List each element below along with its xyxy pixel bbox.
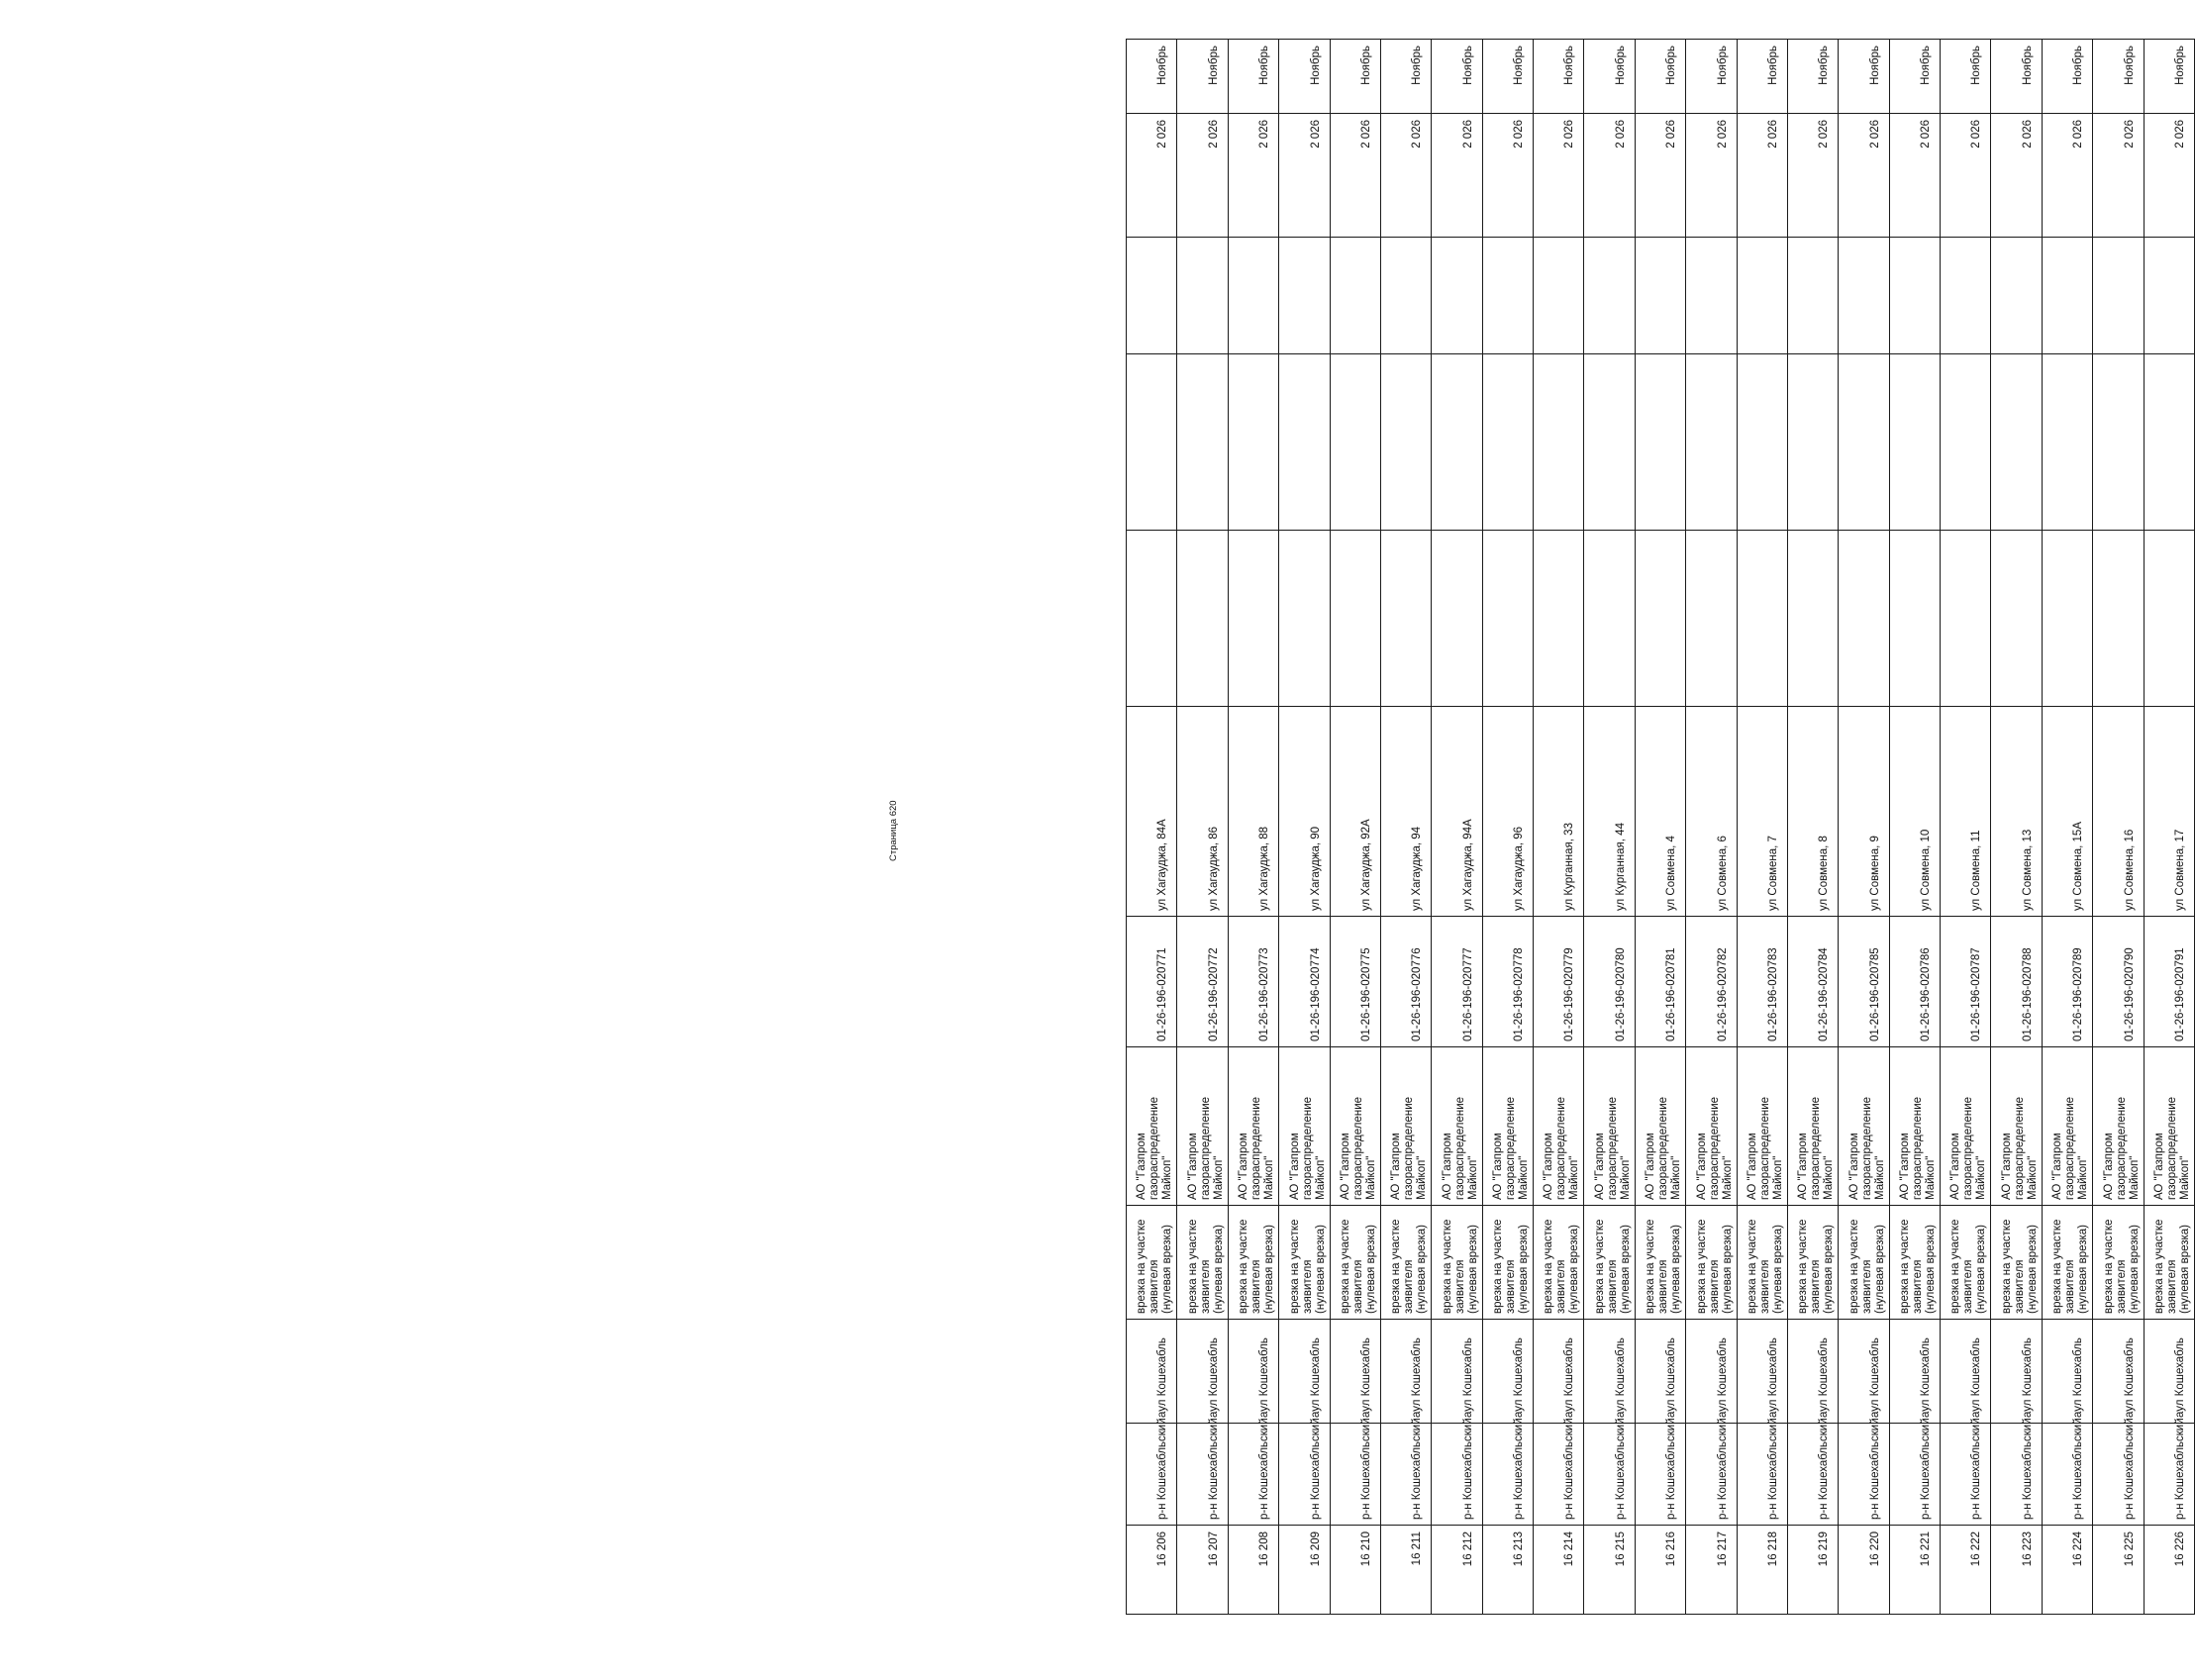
empty-cell bbox=[1941, 354, 1991, 531]
district-cell: р-н Кошехабльский bbox=[2042, 1424, 2092, 1526]
year-cell: 2 026 bbox=[1432, 114, 1482, 238]
object-code-cell: 01-26-196-020773 bbox=[1228, 917, 1278, 1047]
month-cell: Ноябрь bbox=[1380, 40, 1431, 114]
month-cell: Ноябрь bbox=[1737, 40, 1787, 114]
district-cell: р-н Кошехабльский bbox=[2093, 1424, 2144, 1526]
empty-cell bbox=[1380, 238, 1431, 354]
settlement-cell: аул Кошехабль bbox=[1991, 1320, 2042, 1424]
object-code-cell: 01-26-196-020786 bbox=[1889, 917, 1940, 1047]
year-cell: 2 026 bbox=[1177, 114, 1228, 238]
address-cell: ул Совмена, 17 bbox=[2144, 707, 2194, 917]
district-cell: р-н Кошехабльский bbox=[1482, 1424, 1533, 1526]
organization-cell: АО "Газпром газораспределение Майкоп" bbox=[1787, 1047, 1838, 1206]
settlement-cell: аул Кошехабль bbox=[1482, 1320, 1533, 1424]
table-row bbox=[1330, 40, 1380, 1615]
settlement-cell: аул Кошехабль bbox=[1279, 1320, 1330, 1424]
district-cell: р-н Кошехабльский bbox=[1787, 1424, 1838, 1526]
address-cell: ул Хагауджа, 94А bbox=[1432, 707, 1482, 917]
empty-cell bbox=[2093, 238, 2144, 354]
district-cell: р-н Кошехабльский bbox=[1534, 1424, 1584, 1526]
empty-cell bbox=[1686, 531, 1737, 707]
district-cell: р-н Кошехабльский bbox=[1127, 1424, 1177, 1526]
connection-type-cell: врезка на участке заявителя (нулевая врезка) bbox=[1635, 1206, 1685, 1320]
table-row bbox=[1889, 40, 1940, 1615]
settlement-cell: аул Кошехабль bbox=[1635, 1320, 1685, 1424]
year-cell: 2 026 bbox=[2093, 114, 2144, 238]
year-cell: 2 026 bbox=[2144, 114, 2194, 238]
organization-cell: АО "Газпром газораспределение Майкоп" bbox=[1127, 1047, 1177, 1206]
empty-cell bbox=[1482, 238, 1533, 354]
table-row bbox=[1127, 40, 1177, 1615]
month-cell: Ноябрь bbox=[1686, 40, 1737, 114]
organization-cell: АО "Газпром газораспределение Майкоп" bbox=[1380, 1047, 1431, 1206]
month-cell: Ноябрь bbox=[1279, 40, 1330, 114]
district-cell: р-н Кошехабльский bbox=[1737, 1424, 1787, 1526]
table-row bbox=[1380, 40, 1431, 1615]
settlement-cell: аул Кошехабль bbox=[1839, 1320, 1889, 1424]
year-cell: 2 026 bbox=[1787, 114, 1838, 238]
organization-cell: АО "Газпром газораспределение Майкоп" bbox=[2093, 1047, 2144, 1206]
settlement-cell: аул Кошехабль bbox=[1941, 1320, 1991, 1424]
row-number-cell: 16 210 bbox=[1330, 1526, 1380, 1615]
empty-cell bbox=[1228, 354, 1278, 531]
empty-cell bbox=[1839, 531, 1889, 707]
empty-cell bbox=[2093, 531, 2144, 707]
year-cell: 2 026 bbox=[1941, 114, 1991, 238]
object-code-cell: 01-26-196-020781 bbox=[1635, 917, 1685, 1047]
row-number-cell: 16 223 bbox=[1991, 1526, 2042, 1615]
organization-cell: АО "Газпром газораспределение Майкоп" bbox=[1534, 1047, 1584, 1206]
object-code-cell: 01-26-196-020771 bbox=[1127, 917, 1177, 1047]
district-cell: р-н Кошехабльский bbox=[1228, 1424, 1278, 1526]
empty-cell bbox=[1482, 531, 1533, 707]
address-cell: ул Курганная, 33 bbox=[1534, 707, 1584, 917]
organization-cell: АО "Газпром газораспределение Майкоп" bbox=[1889, 1047, 1940, 1206]
address-cell: ул Совмена, 16 bbox=[2093, 707, 2144, 917]
year-cell: 2 026 bbox=[1380, 114, 1431, 238]
empty-cell bbox=[1584, 354, 1635, 531]
empty-cell bbox=[1686, 238, 1737, 354]
month-cell: Ноябрь bbox=[1534, 40, 1584, 114]
table-row bbox=[1432, 40, 1482, 1615]
connection-type-cell: врезка на участке заявителя (нулевая врезка) bbox=[1839, 1206, 1889, 1320]
data-table bbox=[1126, 39, 2195, 1615]
organization-cell: АО "Газпром газораспределение Майкоп" bbox=[2042, 1047, 2092, 1206]
organization-cell: АО "Газпром газораспределение Майкоп" bbox=[1432, 1047, 1482, 1206]
empty-cell bbox=[1534, 531, 1584, 707]
settlement-cell: аул Кошехабль bbox=[1380, 1320, 1431, 1424]
empty-cell bbox=[2144, 238, 2194, 354]
empty-cell bbox=[1737, 238, 1787, 354]
settlement-cell: аул Кошехабль bbox=[1330, 1320, 1380, 1424]
connection-type-cell: врезка на участке заявителя (нулевая врезка) bbox=[1787, 1206, 1838, 1320]
year-cell: 2 026 bbox=[1482, 114, 1533, 238]
empty-cell bbox=[1177, 531, 1228, 707]
organization-cell: АО "Газпром газораспределение Майкоп" bbox=[1584, 1047, 1635, 1206]
empty-cell bbox=[1635, 531, 1685, 707]
empty-cell bbox=[1991, 354, 2042, 531]
empty-cell bbox=[1737, 354, 1787, 531]
row-number-cell: 16 226 bbox=[2144, 1526, 2194, 1615]
district-cell: р-н Кошехабльский bbox=[1686, 1424, 1737, 1526]
row-number-cell: 16 218 bbox=[1737, 1526, 1787, 1615]
address-cell: ул Совмена, 6 bbox=[1686, 707, 1737, 917]
settlement-cell: аул Кошехабль bbox=[1127, 1320, 1177, 1424]
district-cell: р-н Кошехабльский bbox=[1380, 1424, 1431, 1526]
empty-cell bbox=[1177, 354, 1228, 531]
settlement-cell: аул Кошехабль bbox=[1737, 1320, 1787, 1424]
settlement-cell: аул Кошехабль bbox=[2093, 1320, 2144, 1424]
object-code-cell: 01-26-196-020785 bbox=[1839, 917, 1889, 1047]
year-cell: 2 026 bbox=[1991, 114, 2042, 238]
row-number-cell: 16 213 bbox=[1482, 1526, 1533, 1615]
empty-cell bbox=[1432, 238, 1482, 354]
empty-cell bbox=[1432, 354, 1482, 531]
table-row bbox=[1686, 40, 1737, 1615]
settlement-cell: аул Кошехабль bbox=[2144, 1320, 2194, 1424]
empty-cell bbox=[1787, 238, 1838, 354]
object-code-cell: 01-26-196-020788 bbox=[1991, 917, 2042, 1047]
empty-cell bbox=[1941, 531, 1991, 707]
settlement-cell: аул Кошехабль bbox=[1228, 1320, 1278, 1424]
month-cell: Ноябрь bbox=[1991, 40, 2042, 114]
connection-type-cell: врезка на участке заявителя (нулевая врезка) bbox=[1737, 1206, 1787, 1320]
empty-cell bbox=[1228, 238, 1278, 354]
empty-cell bbox=[2042, 531, 2092, 707]
empty-cell bbox=[1380, 354, 1431, 531]
table-row bbox=[1787, 40, 1838, 1615]
address-cell: ул Совмена, 4 bbox=[1635, 707, 1685, 917]
empty-cell bbox=[1839, 238, 1889, 354]
empty-cell bbox=[1584, 531, 1635, 707]
table-row bbox=[1941, 40, 1991, 1615]
table-row bbox=[2093, 40, 2144, 1615]
table-row bbox=[1279, 40, 1330, 1615]
object-code-cell: 01-26-196-020787 bbox=[1941, 917, 1991, 1047]
settlement-cell: аул Кошехабль bbox=[1432, 1320, 1482, 1424]
month-cell: Ноябрь bbox=[1941, 40, 1991, 114]
empty-cell bbox=[1635, 238, 1685, 354]
row-number-cell: 16 216 bbox=[1635, 1526, 1685, 1615]
connection-type-cell: врезка на участке заявителя (нулевая врезка) bbox=[1177, 1206, 1228, 1320]
empty-cell bbox=[1889, 531, 1940, 707]
empty-cell bbox=[1941, 238, 1991, 354]
empty-cell bbox=[1991, 531, 2042, 707]
month-cell: Ноябрь bbox=[1482, 40, 1533, 114]
organization-cell: АО "Газпром газораспределение Майкоп" bbox=[1177, 1047, 1228, 1206]
address-cell: ул Совмена, 7 bbox=[1737, 707, 1787, 917]
page-number-footer: Страница 620 bbox=[888, 800, 899, 861]
month-cell: Ноябрь bbox=[1127, 40, 1177, 114]
empty-cell bbox=[2042, 354, 2092, 531]
empty-cell bbox=[1839, 354, 1889, 531]
object-code-cell: 01-26-196-020778 bbox=[1482, 917, 1533, 1047]
district-cell: р-н Кошехабльский bbox=[1432, 1424, 1482, 1526]
row-number-cell: 16 208 bbox=[1228, 1526, 1278, 1615]
connection-type-cell: врезка на участке заявителя (нулевая врезка) bbox=[1584, 1206, 1635, 1320]
object-code-cell: 01-26-196-020780 bbox=[1584, 917, 1635, 1047]
table-row bbox=[1635, 40, 1685, 1615]
empty-cell bbox=[1635, 354, 1685, 531]
table-row bbox=[1534, 40, 1584, 1615]
row-number-cell: 16 212 bbox=[1432, 1526, 1482, 1615]
year-cell: 2 026 bbox=[1127, 114, 1177, 238]
month-cell: Ноябрь bbox=[1787, 40, 1838, 114]
year-cell: 2 026 bbox=[1279, 114, 1330, 238]
district-cell: р-н Кошехабльский bbox=[1177, 1424, 1228, 1526]
connection-type-cell: врезка на участке заявителя (нулевая врезка) bbox=[2093, 1206, 2144, 1320]
connection-type-cell: врезка на участке заявителя (нулевая врезка) bbox=[1432, 1206, 1482, 1320]
address-cell: ул Совмена, 9 bbox=[1839, 707, 1889, 917]
district-cell: р-н Кошехабльский bbox=[1889, 1424, 1940, 1526]
organization-cell: АО "Газпром газораспределение Майкоп" bbox=[1686, 1047, 1737, 1206]
row-number-cell: 16 214 bbox=[1534, 1526, 1584, 1615]
month-cell: Ноябрь bbox=[1889, 40, 1940, 114]
organization-cell: АО "Газпром газораспределение Майкоп" bbox=[1279, 1047, 1330, 1206]
table-row bbox=[1177, 40, 1228, 1615]
address-cell: ул Курганная, 44 bbox=[1584, 707, 1635, 917]
empty-cell bbox=[1177, 238, 1228, 354]
empty-cell bbox=[1534, 238, 1584, 354]
district-cell: р-н Кошехабльский bbox=[1584, 1424, 1635, 1526]
address-cell: ул Хагауджа, 96 bbox=[1482, 707, 1533, 917]
district-cell: р-н Кошехабльский bbox=[1991, 1424, 2042, 1526]
district-cell: р-н Кошехабльский bbox=[2144, 1424, 2194, 1526]
year-cell: 2 026 bbox=[1330, 114, 1380, 238]
district-cell: р-н Кошехабльский bbox=[1330, 1424, 1380, 1526]
empty-cell bbox=[1991, 238, 2042, 354]
empty-cell bbox=[1686, 354, 1737, 531]
empty-cell bbox=[1330, 354, 1380, 531]
object-code-cell: 01-26-196-020777 bbox=[1432, 917, 1482, 1047]
organization-cell: АО "Газпром газораспределение Майкоп" bbox=[1228, 1047, 1278, 1206]
table-row bbox=[2144, 40, 2194, 1615]
year-cell: 2 026 bbox=[1839, 114, 1889, 238]
organization-cell: АО "Газпром газораспределение Майкоп" bbox=[1737, 1047, 1787, 1206]
row-number-cell: 16 217 bbox=[1686, 1526, 1737, 1615]
settlement-cell: аул Кошехабль bbox=[1686, 1320, 1737, 1424]
empty-cell bbox=[2144, 531, 2194, 707]
row-number-cell: 16 211 bbox=[1380, 1526, 1431, 1615]
row-number-cell: 16 224 bbox=[2042, 1526, 2092, 1615]
address-cell: ул Совмена, 10 bbox=[1889, 707, 1940, 917]
address-cell: ул Совмена, 13 bbox=[1991, 707, 2042, 917]
object-code-cell: 01-26-196-020775 bbox=[1330, 917, 1380, 1047]
year-cell: 2 026 bbox=[1635, 114, 1685, 238]
district-cell: р-н Кошехабльский bbox=[1279, 1424, 1330, 1526]
object-code-cell: 01-26-196-020774 bbox=[1279, 917, 1330, 1047]
organization-cell: АО "Газпром газораспределение Майкоп" bbox=[1941, 1047, 1991, 1206]
address-cell: ул Хагауджа, 94 bbox=[1380, 707, 1431, 917]
year-cell: 2 026 bbox=[2042, 114, 2092, 238]
settlement-cell: аул Кошехабль bbox=[1534, 1320, 1584, 1424]
organization-cell: АО "Газпром газораспределение Майкоп" bbox=[1839, 1047, 1889, 1206]
month-cell: Ноябрь bbox=[1635, 40, 1685, 114]
year-cell: 2 026 bbox=[1228, 114, 1278, 238]
settlement-cell: аул Кошехабль bbox=[1787, 1320, 1838, 1424]
empty-cell bbox=[1482, 354, 1533, 531]
connection-type-cell: врезка на участке заявителя (нулевая врезка) bbox=[2144, 1206, 2194, 1320]
month-cell: Ноябрь bbox=[1228, 40, 1278, 114]
object-code-cell: 01-26-196-020783 bbox=[1737, 917, 1787, 1047]
empty-cell bbox=[2093, 354, 2144, 531]
connection-type-cell: врезка на участке заявителя (нулевая врезка) bbox=[1991, 1206, 2042, 1320]
empty-cell bbox=[1584, 238, 1635, 354]
table-row bbox=[1839, 40, 1889, 1615]
address-cell: ул Хагауджа, 88 bbox=[1228, 707, 1278, 917]
connection-type-cell: врезка на участке заявителя (нулевая врезка) bbox=[1941, 1206, 1991, 1320]
empty-cell bbox=[1787, 531, 1838, 707]
object-code-cell: 01-26-196-020779 bbox=[1534, 917, 1584, 1047]
settlement-cell: аул Кошехабль bbox=[1889, 1320, 1940, 1424]
address-cell: ул Хагауджа, 86 bbox=[1177, 707, 1228, 917]
empty-cell bbox=[1737, 531, 1787, 707]
connection-type-cell: врезка на участке заявителя (нулевая врезка) bbox=[1482, 1206, 1533, 1320]
empty-cell bbox=[1127, 531, 1177, 707]
month-cell: Ноябрь bbox=[2093, 40, 2144, 114]
row-number-cell: 16 225 bbox=[2093, 1526, 2144, 1615]
row-number-cell: 16 209 bbox=[1279, 1526, 1330, 1615]
empty-cell bbox=[1889, 238, 1940, 354]
connection-type-cell: врезка на участке заявителя (нулевая врезка) bbox=[1380, 1206, 1431, 1320]
empty-cell bbox=[1127, 238, 1177, 354]
year-cell: 2 026 bbox=[1534, 114, 1584, 238]
district-cell: р-н Кошехабльский bbox=[1635, 1424, 1685, 1526]
month-cell: Ноябрь bbox=[1330, 40, 1380, 114]
rotated-document-page bbox=[1126, 40, 2194, 1615]
organization-cell: АО "Газпром газораспределение Майкоп" bbox=[1635, 1047, 1685, 1206]
address-cell: ул Совмена, 11 bbox=[1941, 707, 1991, 917]
organization-cell: АО "Газпром газораспределение Майкоп" bbox=[2144, 1047, 2194, 1206]
month-cell: Ноябрь bbox=[1432, 40, 1482, 114]
year-cell: 2 026 bbox=[1889, 114, 1940, 238]
row-number-cell: 16 220 bbox=[1839, 1526, 1889, 1615]
table-row bbox=[1482, 40, 1533, 1615]
year-cell: 2 026 bbox=[1584, 114, 1635, 238]
settlement-cell: аул Кошехабль bbox=[1584, 1320, 1635, 1424]
empty-cell bbox=[1432, 531, 1482, 707]
address-cell: ул Совмена, 15А bbox=[2042, 707, 2092, 917]
address-cell: ул Хагауджа, 84А bbox=[1127, 707, 1177, 917]
empty-cell bbox=[1279, 531, 1330, 707]
table-row bbox=[1991, 40, 2042, 1615]
empty-cell bbox=[1330, 238, 1380, 354]
empty-cell bbox=[1380, 531, 1431, 707]
object-code-cell: 01-26-196-020776 bbox=[1380, 917, 1431, 1047]
object-code-cell: 01-26-196-020790 bbox=[2093, 917, 2144, 1047]
table-body bbox=[1127, 40, 2195, 1615]
address-cell: ул Хагауджа, 90 bbox=[1279, 707, 1330, 917]
empty-cell bbox=[1787, 354, 1838, 531]
settlement-cell: аул Кошехабль bbox=[2042, 1320, 2092, 1424]
empty-cell bbox=[1127, 354, 1177, 531]
connection-type-cell: врезка на участке заявителя (нулевая врезка) bbox=[1686, 1206, 1737, 1320]
connection-type-cell: врезка на участке заявителя (нулевая врезка) bbox=[1279, 1206, 1330, 1320]
object-code-cell: 01-26-196-020782 bbox=[1686, 917, 1737, 1047]
empty-cell bbox=[1228, 531, 1278, 707]
month-cell: Ноябрь bbox=[2144, 40, 2194, 114]
row-number-cell: 16 222 bbox=[1941, 1526, 1991, 1615]
month-cell: Ноябрь bbox=[1177, 40, 1228, 114]
year-cell: 2 026 bbox=[1737, 114, 1787, 238]
month-cell: Ноябрь bbox=[1839, 40, 1889, 114]
empty-cell bbox=[1279, 354, 1330, 531]
address-cell: ул Совмена, 8 bbox=[1787, 707, 1838, 917]
object-code-cell: 01-26-196-020784 bbox=[1787, 917, 1838, 1047]
table-row bbox=[1228, 40, 1278, 1615]
organization-cell: АО "Газпром газораспределение Майкоп" bbox=[1991, 1047, 2042, 1206]
empty-cell bbox=[2144, 354, 2194, 531]
connection-type-cell: врезка на участке заявителя (нулевая врезка) bbox=[1127, 1206, 1177, 1320]
object-code-cell: 01-26-196-020789 bbox=[2042, 917, 2092, 1047]
table-row bbox=[1584, 40, 1635, 1615]
row-number-cell: 16 219 bbox=[1787, 1526, 1838, 1615]
empty-cell bbox=[1330, 531, 1380, 707]
organization-cell: АО "Газпром газораспределение Майкоп" bbox=[1482, 1047, 1533, 1206]
district-cell: р-н Кошехабльский bbox=[1839, 1424, 1889, 1526]
connection-type-cell: врезка на участке заявителя (нулевая врезка) bbox=[1228, 1206, 1278, 1320]
empty-cell bbox=[1534, 354, 1584, 531]
organization-cell: АО "Газпром газораспределение Майкоп" bbox=[1330, 1047, 1380, 1206]
connection-type-cell: врезка на участке заявителя (нулевая врезка) bbox=[2042, 1206, 2092, 1320]
empty-cell bbox=[1889, 354, 1940, 531]
empty-cell bbox=[2042, 238, 2092, 354]
connection-type-cell: врезка на участке заявителя (нулевая врезка) bbox=[1534, 1206, 1584, 1320]
connection-type-cell: врезка на участке заявителя (нулевая врезка) bbox=[1889, 1206, 1940, 1320]
row-number-cell: 16 215 bbox=[1584, 1526, 1635, 1615]
row-number-cell: 16 221 bbox=[1889, 1526, 1940, 1615]
district-cell: р-н Кошехабльский bbox=[1941, 1424, 1991, 1526]
address-cell: ул Хагауджа, 92А bbox=[1330, 707, 1380, 917]
month-cell: Ноябрь bbox=[2042, 40, 2092, 114]
row-number-cell: 16 207 bbox=[1177, 1526, 1228, 1615]
object-code-cell: 01-26-196-020791 bbox=[2144, 917, 2194, 1047]
month-cell: Ноябрь bbox=[1584, 40, 1635, 114]
object-code-cell: 01-26-196-020772 bbox=[1177, 917, 1228, 1047]
settlement-cell: аул Кошехабль bbox=[1177, 1320, 1228, 1424]
empty-cell bbox=[1279, 238, 1330, 354]
row-number-cell: 16 206 bbox=[1127, 1526, 1177, 1615]
year-cell: 2 026 bbox=[1686, 114, 1737, 238]
table-row bbox=[1737, 40, 1787, 1615]
table-row bbox=[2042, 40, 2092, 1615]
connection-type-cell: врезка на участке заявителя (нулевая врезка) bbox=[1330, 1206, 1380, 1320]
